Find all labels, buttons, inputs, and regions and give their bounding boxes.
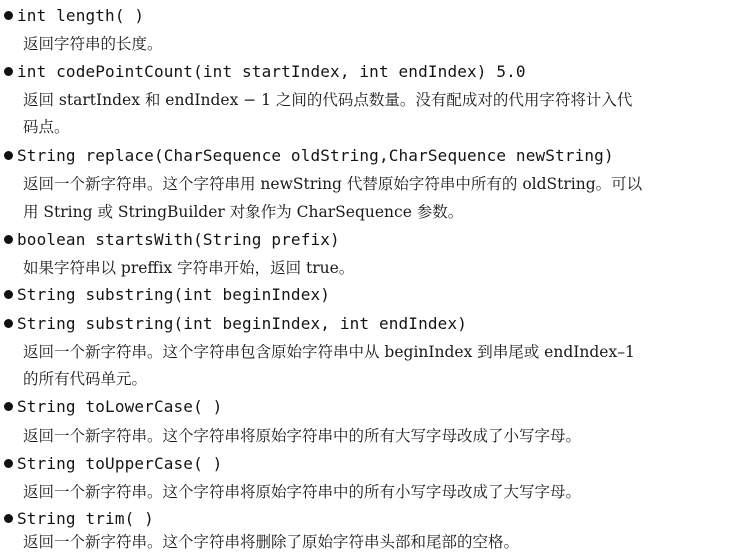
- signature-text: String trim( ): [17, 509, 154, 528]
- method-description-line: 如果字符串以 preffix 字符串开始，返回 true。: [23, 259, 355, 277]
- method-description-line: 返回一个新字符串。这个字符串用 newString 代替原始字符串中所有的 oldString。可以: [23, 175, 643, 193]
- method-signature-startswith: [4, 229, 340, 251]
- bullet-icon: [4, 290, 13, 299]
- bullet-icon: [4, 235, 13, 244]
- method-signature-replace: [4, 145, 614, 167]
- signature-text: String toUpperCase( ): [17, 454, 223, 473]
- signature-text: boolean startsWith(String prefix): [17, 230, 340, 249]
- method-description-line: 用 String 或 StringBuilder 对象作为 CharSequence 参数。: [23, 203, 464, 221]
- method-signature-touppercase: [4, 453, 222, 475]
- method-description-line: 返回 startIndex 和 endIndex − 1 之间的代码点数量。没有配成对的代用字符将计入代: [23, 91, 633, 109]
- bullet-icon: [4, 11, 13, 20]
- signature-text: String substring(int beginIndex, int endIndex): [17, 314, 468, 333]
- method-description-line: 的所有代码单元。: [23, 370, 148, 388]
- method-description-line: 返回字符串的长度。: [23, 35, 163, 53]
- bullet-icon: [4, 319, 13, 328]
- bullet-icon: [4, 459, 13, 468]
- method-description-line: 返回一个新字符串。这个字符串将删除了原始字符串头部和尾部的空格。: [23, 533, 520, 551]
- method-signature-codepointcount: [4, 61, 526, 83]
- method-signature-tolowercase: [4, 396, 222, 418]
- method-signature-trim: [4, 508, 154, 530]
- signature-text: int codePointCount(int startIndex, int endIndex) 5.0: [17, 62, 526, 81]
- method-signature-length: [4, 5, 144, 27]
- method-description-line: 码点。: [23, 118, 70, 136]
- signature-text: String replace(CharSequence oldString,CharSequence newString): [17, 146, 614, 165]
- bullet-icon: [4, 402, 13, 411]
- bullet-icon: [4, 514, 13, 523]
- bullet-icon: [4, 151, 13, 160]
- signature-text: int length( ): [17, 6, 145, 25]
- method-description-line: 返回一个新字符串。这个字符串包含原始字符串中从 beginIndex 到串尾或 endIndex–1: [23, 343, 635, 361]
- bullet-icon: [4, 67, 13, 76]
- method-description-line: 返回一个新字符串。这个字符串将原始字符串中的所有大写字母改成了小写字母。: [23, 427, 582, 445]
- method-signature-substring-1: [4, 284, 330, 306]
- signature-text: String substring(int beginIndex): [17, 285, 331, 304]
- method-signature-substring-2: [4, 313, 467, 335]
- method-description-line: 返回一个新字符串。这个字符串将原始字符串中的所有小写字母改成了大写字母。: [23, 483, 582, 501]
- signature-text: String toLowerCase( ): [17, 397, 223, 416]
